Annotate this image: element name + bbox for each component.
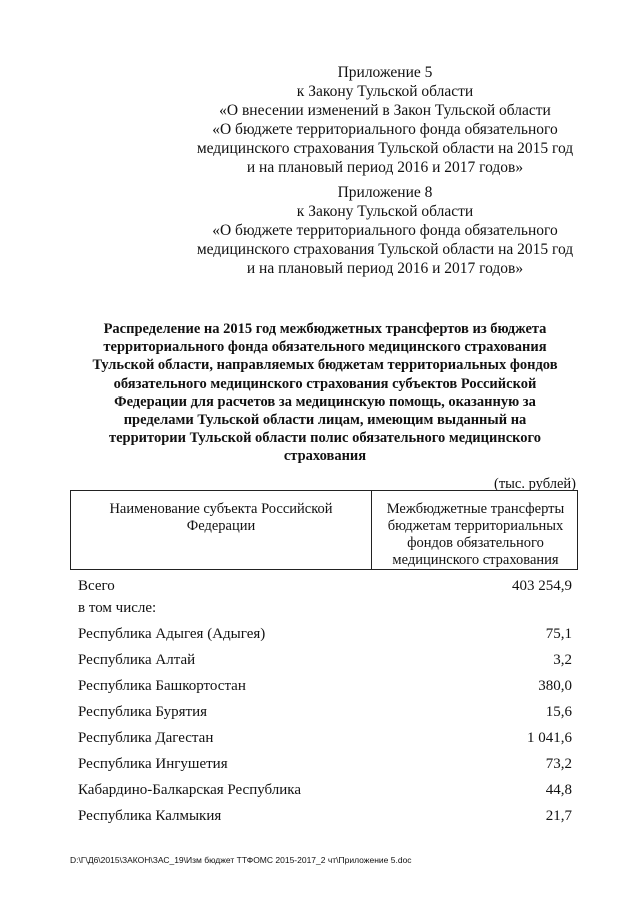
row-name: Республика Адыгея (Адыгея) (78, 626, 266, 642)
row-name: Республика Алтай (78, 652, 196, 668)
table-row (78, 728, 572, 754)
header-transfers-line: фондов обязательного (407, 535, 544, 551)
row-value: 3,2 (553, 652, 572, 668)
header-transfers-line: бюджетам территориальных (387, 518, 564, 534)
document-title (70, 320, 580, 466)
row-name: Республика Калмыкия (78, 808, 222, 824)
appendix-8-line: Приложение 8 (337, 184, 433, 201)
row-value: 75,1 (545, 626, 572, 642)
title-line: территориального фонда обязательного медицинского страхования (103, 339, 547, 356)
header-transfers (372, 501, 579, 569)
title-line: пределами Тульской области лицам, имеющим выданный на (123, 412, 527, 429)
header-subject-line: Наименование субъекта Российской (109, 501, 333, 517)
title-line: Федерации для расчетов за медицинскую помощь, оказанную за (114, 393, 536, 410)
row-name: Республика Бурятия (78, 704, 208, 720)
row-name: Всего (78, 578, 115, 594)
row-name: в том числе: (78, 600, 157, 616)
title-line: обязательного медицинского страхования субъектов Российской (113, 375, 537, 392)
header-subject-line: Федерации (186, 518, 256, 534)
appendix-5-line: «О внесении изменений в Закон Тульской области (219, 102, 551, 119)
file-path-footer: D:\Г\Д6\2015\ЗАКОН\ЗАС_19\Изм бюджет ТТФОМС 2015-2017_2 чт\Приложение 5.doc (70, 855, 412, 865)
appendix-8-line: медицинского страхования Тульской области на 2015 год (196, 241, 574, 258)
appendix-5-line: к Закону Тульской области (296, 83, 474, 100)
appendix-8-line: «О бюджете территориального фонда обязательного (212, 222, 558, 239)
appendix-8-header (190, 183, 580, 278)
row-name: Республика Ингушетия (78, 756, 228, 772)
table-body (78, 576, 572, 832)
table-row (78, 624, 572, 650)
table-row (78, 754, 572, 780)
appendix-5-line: медицинского страхования Тульской области на 2015 год (196, 140, 574, 157)
title-line: Распределение на 2015 год межбюджетных трансфертов из бюджета (103, 321, 547, 337)
row-name: Республика Дагестан (78, 730, 214, 746)
appendix-5-line: и на плановый период 2016 и 2017 годов» (246, 159, 524, 176)
header-transfers-line: медицинского страхования (392, 552, 559, 568)
title-line: территории Тульской области полис обязательного медицинского (108, 430, 542, 447)
row-value: 44,8 (545, 782, 572, 798)
table-header (70, 490, 578, 570)
table-row (78, 598, 572, 624)
units-label: (тыс. рублей) (494, 476, 576, 492)
appendix-5-line: Приложение 5 (337, 64, 433, 81)
header-subject-name (71, 501, 371, 535)
appendix-5-header (190, 63, 580, 177)
row-value: 1 041,6 (527, 730, 572, 746)
appendix-8-line: и на плановый период 2016 и 2017 годов» (246, 260, 524, 277)
table-row (78, 576, 572, 598)
title-line: страхования (283, 448, 367, 465)
appendix-5-line: «О бюджете территориального фонда обязательного (212, 121, 558, 138)
table-row (78, 806, 572, 832)
row-value: 403 254,9 (512, 578, 572, 594)
table-row (78, 780, 572, 806)
table-row (78, 702, 572, 728)
appendix-8-line: к Закону Тульской области (296, 203, 474, 220)
row-value: 380,0 (538, 678, 572, 694)
header-transfers-line: Межбюджетные трансферты (386, 501, 565, 517)
row-name: Кабардино-Балкарская Республика (78, 782, 302, 798)
table-row (78, 676, 572, 702)
row-name: Республика Башкортостан (78, 678, 246, 694)
row-value: 21,7 (545, 808, 572, 824)
table-row (78, 650, 572, 676)
row-value: 73,2 (545, 756, 572, 772)
title-line: Тульской области, направляемых бюджетам территориальных фондов (92, 357, 558, 374)
row-value: 15,6 (545, 704, 572, 720)
